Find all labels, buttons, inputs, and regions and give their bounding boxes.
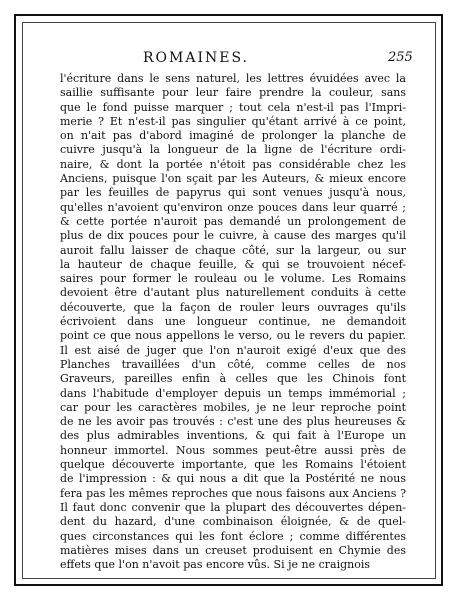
text-line: que le fond puisse marquer ; tout cela n'est-il pas l'Impri- bbox=[60, 100, 406, 114]
text-line: effets que l'on n'avoit pas encore vûs. Si je ne craignois bbox=[60, 558, 370, 572]
text-line: dent du hazard, d'une combinaison éloignée, & de quel- bbox=[60, 515, 406, 529]
text-line: Il faut donc convenir que la plupart des découvertes dépen- bbox=[60, 500, 406, 514]
body-text bbox=[60, 72, 406, 572]
text-line: de l'impression : & qui nous a dit que la Postérité ne nous bbox=[60, 472, 406, 486]
text-line: merie ? Et n'est-il pas singulier qu'étant arrivé à ce point, bbox=[60, 114, 406, 128]
text-line: matières mises dans un creuset produisent en Chymie des bbox=[60, 543, 406, 557]
text-line: fera pas les mêmes reproches que nous faisons aux Anciens ? bbox=[60, 486, 406, 500]
page-number: 255 bbox=[388, 50, 413, 65]
text-line: & cette portée n'auroit pas demandé un prolongement de bbox=[60, 214, 406, 228]
text-line: Graveurs, pareilles enfin à celles que les Chinois font bbox=[60, 372, 406, 386]
text-line: plus de dix pouces pour le cuivre, à cause des marges qu'il bbox=[60, 229, 406, 243]
text-line: ques circonstances qui les font éclore ; comme différentes bbox=[60, 529, 406, 543]
text-line: cuivre jusqu'à la longueur de la ligne de l'écriture ordi- bbox=[60, 143, 406, 157]
text-line: de ne les avoir pas trouvés : c'est une des plus heureuses & bbox=[60, 415, 406, 429]
text-line: saillie suffisante pour leur faire prendre la couleur, sans bbox=[60, 86, 406, 100]
text-line: Il est aisé de juger que l'on n'auroit exigé d'eux que des bbox=[60, 343, 406, 357]
text-line: honneur immortel. Nous sommes peut-être aussi près de bbox=[60, 443, 406, 457]
text-line: écrivoient dans une longueur continue, ne demandoit bbox=[60, 315, 406, 329]
text-line: découverte, que la façon de rouler leurs ouvrages qu'ils bbox=[60, 300, 406, 314]
text-line: devoient être d'autant plus naturellement conduits à cette bbox=[60, 286, 406, 300]
text-line: naire, & dont la portée n'étoit pas considérable chez les bbox=[60, 157, 406, 171]
text-line: Anciens, puisque l'on sçait par les Auteurs, & mieux encore bbox=[60, 172, 406, 186]
text-line: qu'elles n'avoient qu'environ onze pouces dans leur quarré ; bbox=[60, 200, 406, 214]
text-line: des plus admirables inventions, & qui fait à l'Europe un bbox=[60, 429, 406, 443]
text-line: point ce que nous appellons le verso, ou le revers du papier. bbox=[60, 329, 406, 343]
text-line: l'écriture dans le sens naturel, les lettres évuidées avec la bbox=[60, 72, 406, 85]
text-line: quelque découverte importante, que les Romains l'étoient bbox=[60, 458, 406, 472]
text-line: par les feuilles de papyrus qui sont venues jusqu'à nous, bbox=[60, 186, 406, 200]
text-line: auroit fallu laisser de chaque côté, sur la largeur, ou sur bbox=[60, 243, 406, 257]
text-line: Planches travaillées d'un côté, comme celles de nos bbox=[60, 357, 406, 371]
text-line: on n'ait pas d'abord imaginé de prolonger la planche de bbox=[60, 129, 406, 143]
running-title: ROMAINES. bbox=[143, 50, 250, 66]
text-line: dans l'habitude d'employer depuis un temps immémorial ; bbox=[60, 386, 406, 400]
text-line: la hauteur de chaque feuille, & qui se trouvoient nécef- bbox=[60, 257, 406, 271]
text-line: saires pour former le rouleau ou le volume. Les Romains bbox=[60, 272, 406, 286]
text-line: car pour les caractères mobiles, je ne leur reproche point bbox=[60, 400, 406, 414]
